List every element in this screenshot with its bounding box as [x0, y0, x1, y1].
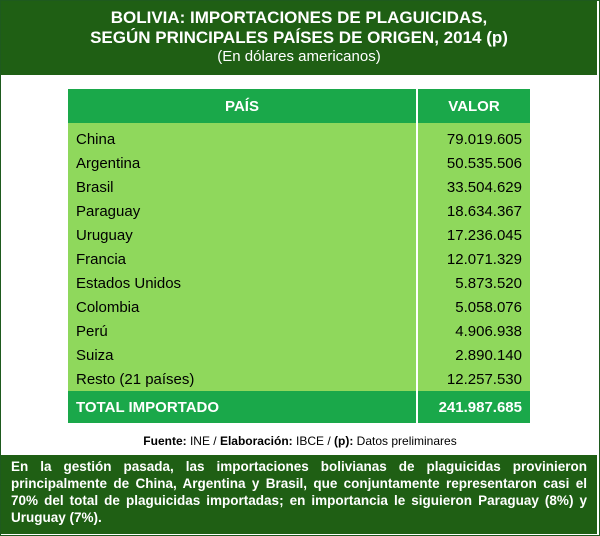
summary-note: En la gestión pasada, las importaciones bolivianas de plaguicidas provinieron principalmente de China, Argentina y Brasil, que conjuntamente representaron casi el 70% del total de plaguicidas importadas; en importancia le siguieron Paraguay (8%) y Uruguay (7%).: [1, 455, 597, 534]
value-cell: 12.071.329: [417, 247, 530, 271]
table-row: [68, 175, 530, 199]
column-header-country: PAÍS: [68, 89, 417, 123]
country-cell: Suiza: [68, 343, 417, 367]
source-elaboracion-value: IBCE /: [292, 434, 334, 448]
country-cell: China: [68, 123, 417, 151]
table-row: [68, 367, 530, 391]
country-cell: Francia: [68, 247, 417, 271]
country-cell: Resto (21 países): [68, 367, 417, 391]
subtitle: (En dólares americanos): [217, 48, 381, 65]
title-banner: [1, 1, 597, 75]
total-value: 241.987.685: [417, 391, 530, 423]
value-cell: 12.257.530: [417, 367, 530, 391]
value-cell: 5.873.520: [417, 271, 530, 295]
table-row: [68, 295, 530, 319]
source-elaboracion-label: Elaboración:: [219, 434, 293, 448]
country-cell: Colombia: [68, 295, 417, 319]
column-header-value: VALOR: [417, 89, 530, 123]
value-cell: 50.535.506: [417, 151, 530, 175]
source-p-value: Datos preliminares: [353, 434, 457, 448]
country-cell: Uruguay: [68, 223, 417, 247]
value-cell: 4.906.938: [417, 319, 530, 343]
table-row: [68, 319, 530, 343]
country-cell: Estados Unidos: [68, 271, 417, 295]
table-row: [68, 223, 530, 247]
value-cell: 5.058.076: [417, 295, 530, 319]
source-line: [0, 434, 600, 448]
title-line-2: SEGÚN PRINCIPALES PAÍSES DE ORIGEN, 2014 (p): [90, 28, 508, 47]
country-cell: Paraguay: [68, 199, 417, 223]
table-row: [68, 199, 530, 223]
imports-table: [68, 89, 530, 423]
value-cell: 17.236.045: [417, 223, 530, 247]
country-cell: Argentina: [68, 151, 417, 175]
value-cell: 33.504.629: [417, 175, 530, 199]
country-cell: Brasil: [68, 175, 417, 199]
table-row: [68, 247, 530, 271]
country-cell: Perú: [68, 319, 417, 343]
table-header-row: [68, 89, 530, 123]
value-cell: 18.634.367: [417, 199, 530, 223]
source-p-label: (p):: [334, 434, 354, 448]
value-cell: 2.890.140: [417, 343, 530, 367]
source-fuente-value: INE /: [186, 434, 220, 448]
source-fuente-label: Fuente:: [143, 434, 187, 448]
page-title: [1, 1, 597, 48]
value-cell: 79.019.605: [417, 123, 530, 151]
title-line-1: BOLIVIA: IMPORTACIONES DE PLAGUICIDAS,: [110, 8, 488, 27]
table-row: [68, 123, 530, 151]
total-label: TOTAL IMPORTADO: [68, 391, 417, 423]
table-row: [68, 271, 530, 295]
total-row: [68, 391, 530, 423]
table-row: [68, 151, 530, 175]
table-row: [68, 343, 530, 367]
